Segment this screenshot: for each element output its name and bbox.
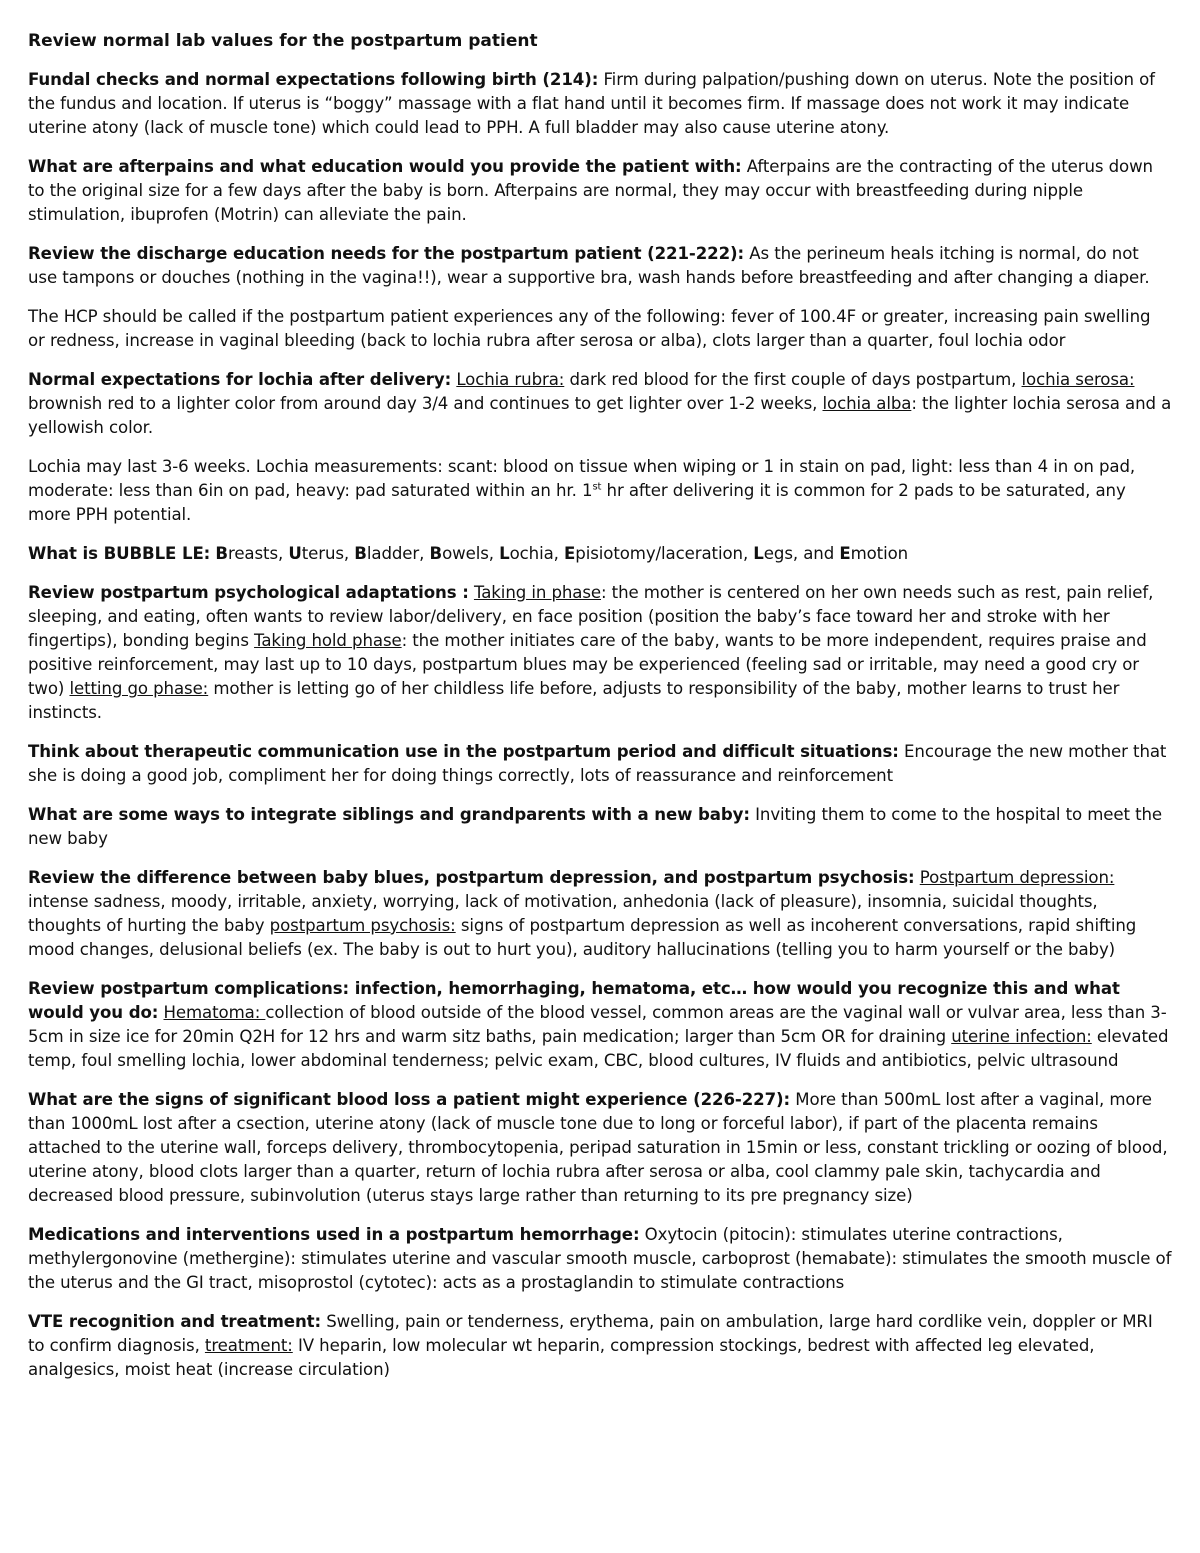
taking-in-text: : the mother is centered on her own needs such as rest, pain relief, sleeping, and eating, often wants to review labor/delivery, en face position (position the baby’s face toward her and stroke with her fingertips), bonding begins xyxy=(28,583,1154,650)
blues-section xyxy=(28,866,1172,962)
bubble-letter: B xyxy=(215,544,228,563)
vte-text: Swelling, pain or tenderness, erythema, pain on ambulation, large hard cordlike vein, doppler or MRI to confirm diagnosis, xyxy=(28,1312,1153,1355)
lochia-rubra-label: Lochia rubra: xyxy=(456,370,565,389)
afterpains-section xyxy=(28,155,1172,227)
psychosis-text: signs of postpartum depression as well as incoherent conversations, rapid shifting mood changes, delusional beliefs (ex. The baby is out to hurt you), auditory hallucinations (telling you to harm yourself or the baby) xyxy=(28,916,1137,959)
psych-adaptations-section xyxy=(28,581,1172,725)
uterine-infection-text: elevated temp, foul smelling lochia, lower abdominal tenderness; pelvic exam, CBC, blood cultures, IV fluids and antibiotics, pelvic ultrasound xyxy=(28,1027,1169,1070)
section-heading: Normal expectations for lochia after delivery: xyxy=(28,370,452,389)
lochia-measurements-text-2: hr after delivering it is common for 2 pads to be saturated, any more PPH potential. xyxy=(28,481,1126,524)
bubble-letter: L xyxy=(753,544,764,563)
section-heading: Fundal checks and normal expectations following birth (214): xyxy=(28,70,599,89)
treatment-label: treatment: xyxy=(204,1336,293,1355)
superscript-st: st xyxy=(592,481,602,493)
section-text: Firm during palpation/pushing down on uterus. Note the position of the fundus and location. If uterus is “boggy” massage with a flat hand until it becomes firm. If massage does not work it may indicate uterine atony (lack of muscle tone) which could lead to PPH. A full bladder may also cause uterine atony. xyxy=(28,70,1155,137)
lochia-measurements-text: Lochia may last 3-6 weeks. Lochia measurements: scant: blood on tissue when wiping or 1 in stain on pad, light: less than 4 in on pad, moderate: less than 6in on pad, heavy: pad saturated within an hr. 1 xyxy=(28,457,1136,500)
bubble-word: pisiotomy/laceration, xyxy=(575,544,754,563)
uterine-infection-label: uterine infection: xyxy=(951,1027,1092,1046)
hematoma-label: Hematoma: xyxy=(163,1003,266,1022)
section-heading: Review the difference between baby blues, postpartum depression, and postpartum psychosis: xyxy=(28,868,915,887)
siblings-section xyxy=(28,803,1172,851)
taking-hold-label: Taking hold phase xyxy=(254,631,402,650)
bubble-letter: E xyxy=(564,544,576,563)
section-heading: Think about therapeutic communication use in the postpartum period and difficult situations: xyxy=(28,742,899,761)
section-text: More than 500mL lost after a vaginal, more than 1000mL lost after a csection, uterine atony (lack of muscle tone due to long or forceful labor), if part of the placenta remains attached to the uterine wall, forceps delivery, thrombocytopenia, peripad saturation in 15min or less, constant trickling or oozing of blood, uterine atony, blood clots larger than a quarter, return of lochia rubra after serosa or alba, cool clammy pale skin, tachycardia and decreased blood pressure, subinvolution (uterus stays large rather than returning to its pre pregnancy size) xyxy=(28,1090,1168,1205)
document-title: Review normal lab values for the postpartum patient xyxy=(28,31,538,51)
letting-go-text: mother is letting go of her childless life before, adjusts to responsibility of the baby, mother learns to trust her instincts. xyxy=(28,679,1120,722)
taking-in-label: Taking in phase xyxy=(473,583,602,602)
section-heading: Medications and interventions used in a postpartum hemorrhage: xyxy=(28,1225,640,1244)
lochia-measurements-section xyxy=(28,455,1172,527)
blood-loss-section xyxy=(28,1088,1172,1208)
bubble-word: motion xyxy=(850,544,909,563)
section-heading: Review postpartum psychological adaptations : xyxy=(28,583,469,602)
section-text: Inviting them to come to the hospital to meet the new baby xyxy=(28,805,1163,848)
taking-hold-text: : the mother initiates care of the baby, wants to be more independent, requires praise and positive reinforcement, may last up to 10 days, postpartum blues may be experienced (feeling sad or irritable, may need a good cry or two) xyxy=(28,631,1147,698)
section-heading: What are some ways to integrate siblings and grandparents with a new baby: xyxy=(28,805,750,824)
bubble-word: terus, xyxy=(301,544,355,563)
section-text: Afterpains are the contracting of the uterus down to the original size for a few days after the baby is born. Afterpains are normal, they may occur with breastfeeding during nipple stimulation, ibuprofen (Motrin) can alleviate the pain. xyxy=(28,157,1153,224)
letting-go-label: letting go phase: xyxy=(69,679,209,698)
vte-treatment-text: IV heparin, low molecular wt heparin, compression stockings, bedrest with affected leg elevated, analgesics, moist heat (increase circulation) xyxy=(28,1336,1095,1379)
bubble-word: egs, and xyxy=(763,544,840,563)
bubble-section xyxy=(28,542,1172,566)
lochia-alba-label: lochia alba xyxy=(822,394,912,413)
section-heading: Review postpartum complications: infection, hemorrhaging, hematoma, etc… how would you recognize this and what would you do: xyxy=(28,979,1120,1022)
complications-section xyxy=(28,977,1172,1073)
bubble-letter: B xyxy=(354,544,367,563)
section-text: Encourage the new mother that she is doing a good job, compliment her for doing things correctly, lots of reassurance and reinforcement xyxy=(28,742,1167,785)
fundal-section xyxy=(28,68,1172,140)
bubble-letter: E xyxy=(839,544,851,563)
bubble-letter: B xyxy=(429,544,443,563)
hematoma-text: collection of blood outside of the blood vessel, common areas are the vaginal wall or vulvar area, less than 3-5cm in size ice for 20min Q2H for 12 hrs and warm sitz baths, pain medication; larger than 5cm OR for draining xyxy=(28,1003,1167,1046)
bubble-letter: L xyxy=(499,544,510,563)
section-text: As the perineum heals itching is normal, do not use tampons or douches (nothing in the vagina!!), wear a supportive bra, wash hands before breastfeeding and after changing a diaper. xyxy=(28,244,1150,287)
medications-section xyxy=(28,1223,1172,1295)
bubble-word: ladder, xyxy=(366,544,430,563)
discharge-section xyxy=(28,242,1172,290)
lochia-alba-text: : the lighter lochia serosa and a yellowish color. xyxy=(28,394,1172,437)
depression-label: Postpartum depression: xyxy=(919,868,1115,887)
vte-section xyxy=(28,1310,1172,1382)
lochia-serosa-text: brownish red to a lighter color from around day 3/4 and continues to get lighter over 1-2 weeks, xyxy=(28,394,823,413)
section-heading: What are the signs of significant blood loss a patient might experience (226-227): xyxy=(28,1090,791,1109)
bubble-word: ochia, xyxy=(509,544,565,563)
section-text: Oxytocin (pitocin): stimulates uterine contractions, methylergonovine (methergine): stimulates uterine and vascular smooth muscle, carboprost (hemabate): stimulates the smooth muscle of the uterus and the GI tract, misoprostol (cytotec): acts as a prostaglandin to stimulate contractions xyxy=(28,1225,1172,1292)
depression-text: intense sadness, moody, irritable, anxiety, worrying, lack of motivation, anhedonia (lack of pleasure), insomnia, suicidal thoughts, thoughts of hurting the baby xyxy=(28,892,1098,935)
therapeutic-section xyxy=(28,740,1172,788)
lochia-section xyxy=(28,368,1172,440)
bubble-letter: U xyxy=(288,544,302,563)
section-heading: What are afterpains and what education would you provide the patient with: xyxy=(28,157,742,176)
section-heading: Review the discharge education needs for the postpartum patient (221-222): xyxy=(28,244,745,263)
lochia-serosa-label: lochia serosa: xyxy=(1021,370,1135,389)
bubble-word: owels, xyxy=(442,544,500,563)
bubble-word: reasts, xyxy=(227,544,289,563)
section-heading: What is BUBBLE LE: xyxy=(28,544,211,563)
hcp-section: The HCP should be called if the postpartum patient experiences any of the following: fever of 100.4F or greater, increasing pain swelling or redness, increase in vaginal bleeding (back to lochia rubra after serosa or alba), clots larger than a quarter, foul lochia odor xyxy=(28,307,1151,350)
psychosis-label: postpartum psychosis: xyxy=(269,916,456,935)
section-heading: VTE recognition and treatment: xyxy=(28,1312,322,1331)
lochia-rubra-text: dark red blood for the first couple of days postpartum, xyxy=(564,370,1022,389)
